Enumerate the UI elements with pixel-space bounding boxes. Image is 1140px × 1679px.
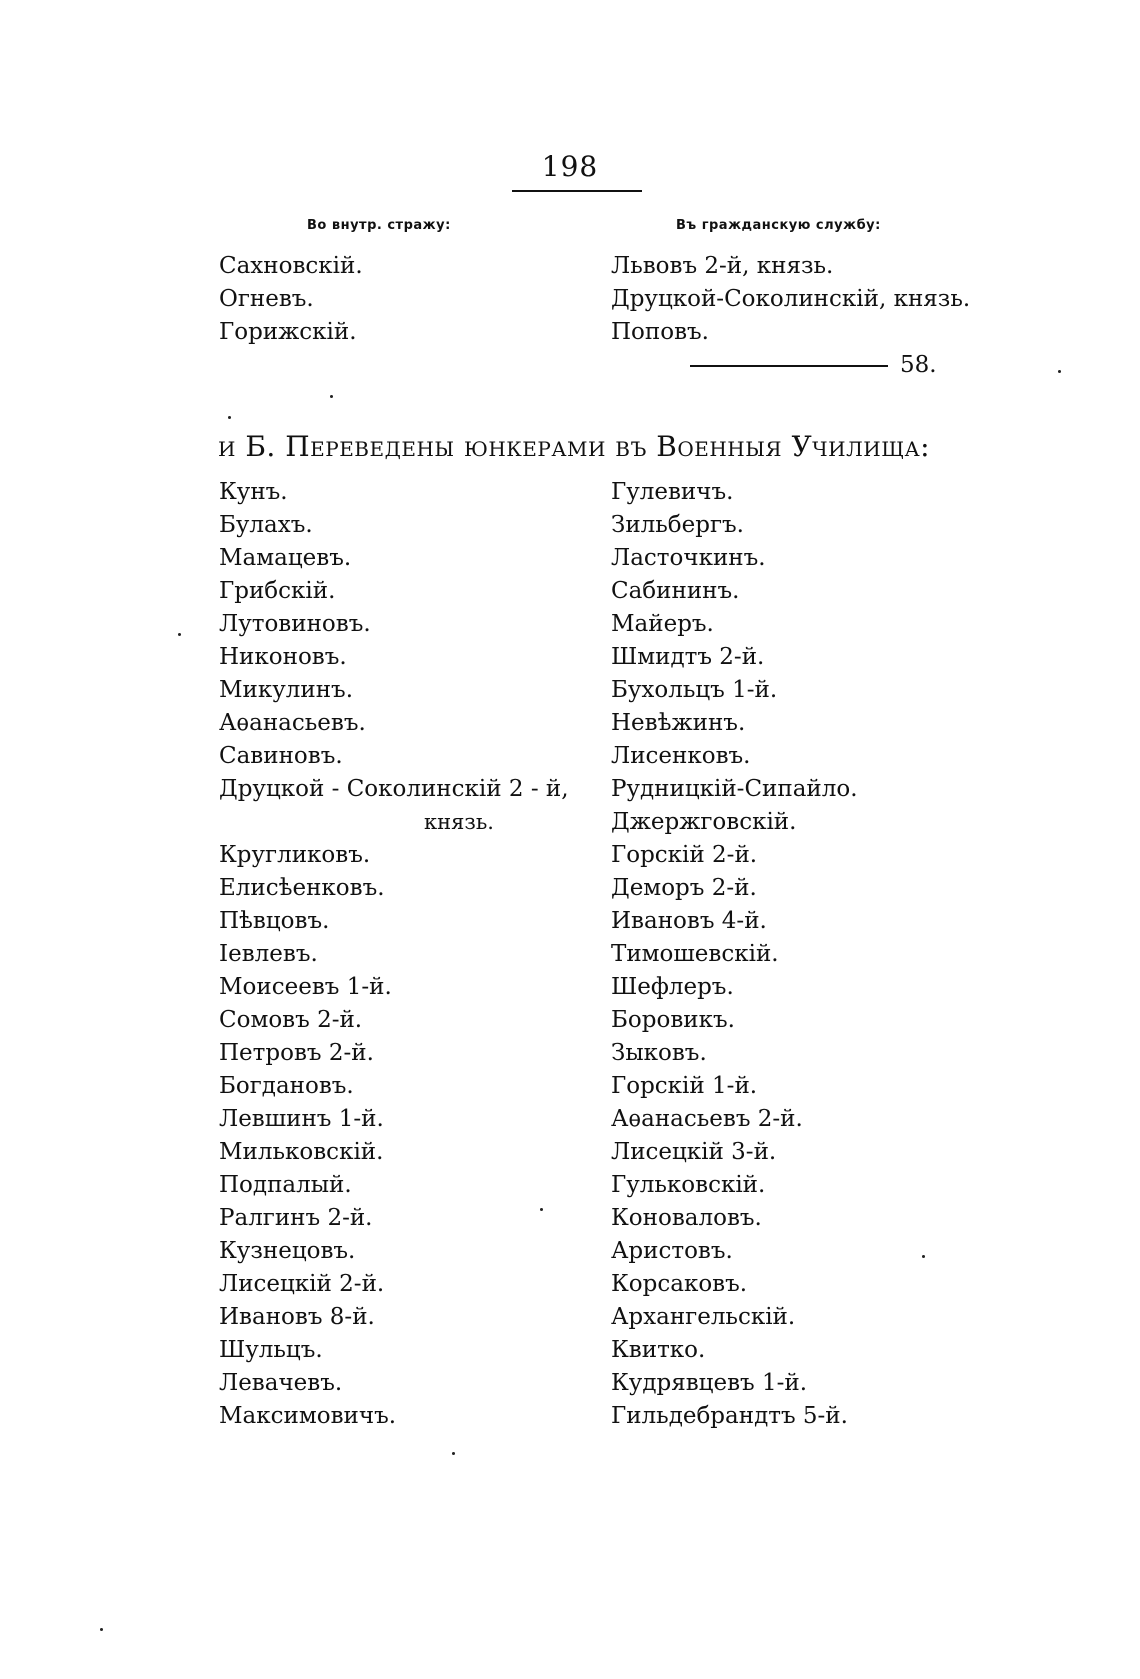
list-item: Гильдебрандтъ 5-й. [611,1403,848,1429]
list-item: Шульцъ. [219,1337,323,1363]
list-item: Ралгинъ 2-й. [219,1205,373,1231]
list-item: Іевлевъ. [219,941,318,967]
list-item: Аристовъ. [611,1238,733,1264]
scan-speck [540,1208,543,1211]
list-item: Деморъ 2-й. [611,875,757,901]
list-item: Савиновъ. [219,743,343,769]
list-item: Корсаковъ. [611,1271,748,1297]
list-item: Левшинъ 1-й. [219,1106,384,1132]
list-item: Петровъ 2-й. [219,1040,374,1066]
list-item: Мильковскій. [219,1139,384,1165]
civil-service-list [611,250,970,349]
list-item: Горскій 2-й. [611,842,758,868]
list-item: Горскій 1-й. [611,1073,758,1099]
list-item: Грибскій. [219,578,336,604]
list-item: Бухольцъ 1-й. [611,677,778,703]
total-rule [690,365,888,367]
internal-guard-heading: Во внутр. стражу: [307,218,451,233]
list-item: Львовъ 2-й, князь. [611,253,834,279]
total-count: 58. [900,352,937,378]
scan-speck [452,1452,455,1455]
list-item: Ивановъ 8-й. [219,1304,375,1330]
list-item: Друцкой-Соколинскій, князь. [611,286,971,312]
list-item: Гульковскій. [611,1172,766,1198]
list-item: Мамацевъ. [219,545,352,571]
list-item: Кунъ. [219,479,288,505]
scan-speck [1058,370,1061,373]
scan-speck [330,395,333,398]
list-item: Лисецкій 3-й. [611,1139,777,1165]
list-item: Кругликовъ. [219,842,371,868]
list-item: Лутовиновъ. [219,611,371,637]
list-item: Аѳанасьевъ 2-й. [611,1106,803,1132]
list-item: Никоновъ. [219,644,347,670]
list-item: Максимовичъ. [219,1403,397,1429]
list-item: Микулинъ. [219,677,354,703]
scan-speck [178,633,181,636]
list-item: Огневъ. [219,286,314,312]
list-item: Майеръ. [611,611,714,637]
list-item: Зильбергъ. [611,512,744,538]
page-number: 198 [541,150,599,183]
list-item: Тимошевскій. [611,941,779,967]
list-item: Зыковъ. [611,1040,707,1066]
list-item: Лисенковъ. [611,743,751,769]
list-item: Лисецкій 2-й. [219,1271,385,1297]
section-b-right-list [611,476,858,1433]
list-item: Сомовъ 2-й. [219,1007,363,1033]
scan-speck [100,1628,103,1631]
list-item-continuation: князь. [424,810,494,834]
list-item: Архангельскій. [611,1304,796,1330]
list-item: Сахновскій. [219,253,363,279]
list-item: Моисеевъ 1-й. [219,974,392,1000]
list-item: Левачевъ. [219,1370,343,1396]
list-item: Сабининъ. [611,578,740,604]
internal-guard-list [219,250,363,349]
list-item: Кузнецовъ. [219,1238,356,1264]
list-item: Ласточкинъ. [611,545,766,571]
list-item: Квитко. [611,1337,706,1363]
list-item: Шефлеръ. [611,974,734,1000]
list-item: Шмидтъ 2-й. [611,644,765,670]
scan-speck [228,416,231,419]
list-item: Кудрявцевъ 1-й. [611,1370,808,1396]
section-b-left-list [219,476,569,1433]
list-item: Булахъ. [219,512,313,538]
section-b-heading: и Б. Переведены юнкерами въ Военныя Училища: [218,430,931,463]
list-item: Джержговскій. [611,809,797,835]
list-item: Аѳанасьевъ. [219,710,366,736]
page-number-rule [512,190,642,192]
list-item: Невѣжинъ. [611,710,746,736]
list-item: Гулевичъ. [611,479,734,505]
list-item: Друцкой - Соколинскій 2 - й, [219,776,569,802]
civil-service-heading: Въ гражданскую службу: [676,218,881,233]
list-item: Рудницкій-Сипайло. [611,776,858,802]
list-item: Пѣвцовъ. [219,908,330,934]
list-item: Богдановъ. [219,1073,354,1099]
list-item: Коноваловъ. [611,1205,762,1231]
list-item: Горижскій. [219,319,357,345]
list-item: Елисѣенковъ. [219,875,385,901]
list-item: Подпалый. [219,1172,352,1198]
list-item: Ивановъ 4-й. [611,908,767,934]
list-item: Поповъ. [611,319,709,345]
scan-speck [922,1255,925,1258]
list-item: Боровикъ. [611,1007,735,1033]
